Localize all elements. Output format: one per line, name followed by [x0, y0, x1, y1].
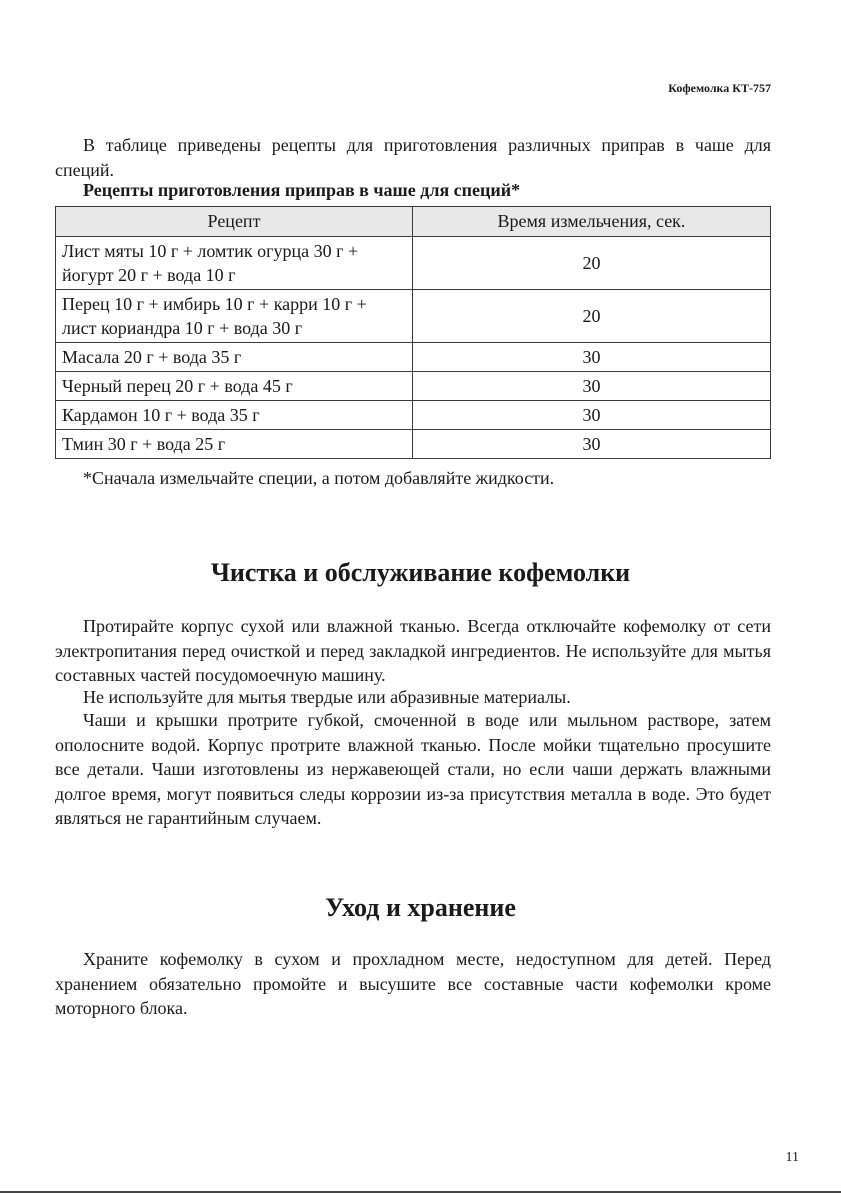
time-cell: 20	[413, 290, 771, 343]
table-row	[56, 372, 771, 401]
column-header-time: Время измельчения, сек.	[413, 207, 771, 237]
recipe-line: Лист мяты 10 г + ломтик огурца 30 г +	[62, 241, 359, 261]
recipe-cell: Тмин 30 г + вода 25 г	[56, 430, 413, 459]
table-row	[56, 401, 771, 430]
time-cell: 30	[413, 343, 771, 372]
recipe-line: йогурт 20 г + вода 10 г	[62, 265, 236, 285]
table-row	[56, 343, 771, 372]
table-row	[56, 430, 771, 459]
section-title-storage: Уход и хранение	[325, 893, 516, 922]
storage-paragraph: Храните кофемолку в сухом и прохладном месте, недоступном для детей. Перед хранением обязательно промойте и высушите все составные части кофемолки кроме моторного блока.	[55, 949, 771, 1018]
table-footnote: *Сначала измельчайте специи, а потом добавляйте жидкости.	[83, 468, 555, 488]
recipe-cell: Черный перец 20 г + вода 45 г	[56, 372, 413, 401]
recipe-cell: Масала 20 г + вода 35 г	[56, 343, 413, 372]
time-cell: 20	[413, 237, 771, 290]
recipe-cell	[56, 290, 413, 343]
page-number: 11	[785, 1150, 799, 1165]
recipes-table	[55, 206, 771, 459]
page-header: Кофемолка КТ-757	[668, 81, 771, 95]
time-cell: 30	[413, 401, 771, 430]
recipe-cell: Кардамон 10 г + вода 35 г	[56, 401, 413, 430]
time-cell: 30	[413, 372, 771, 401]
cleaning-paragraph-1: Протирайте корпус сухой или влажной тканью. Всегда отключайте кофемолку от сети электропитания перед очисткой и перед закладкой ингредиентов. Не используйте для мытья составных частей посудомоечную машину.	[55, 616, 771, 685]
recipe-cell	[56, 237, 413, 290]
cleaning-paragraph-2: Не используйте для мытья твердые или абразивные материалы.	[83, 687, 571, 707]
table-row	[56, 290, 771, 343]
time-cell: 30	[413, 430, 771, 459]
table-header-row	[56, 207, 771, 237]
recipe-line: Перец 10 г + имбирь 10 г + карри 10 г +	[62, 294, 367, 314]
column-header-recipe: Рецепт	[56, 207, 413, 237]
table-row	[56, 237, 771, 290]
intro-paragraph: В таблице приведены рецепты для приготовления различных приправ в чаше для специй.	[55, 135, 771, 180]
table-title: Рецепты приготовления приправ в чаше для специй*	[83, 180, 521, 200]
recipe-line: лист кориандра 10 г + вода 30 г	[62, 318, 303, 338]
section-title-cleaning: Чистка и обслуживание кофемолки	[210, 558, 631, 587]
cleaning-paragraph-3: Чаши и крышки протрите губкой, смоченной в воде или мыльном растворе, затем ополосните водой. Корпус протрите влажной тканью. После мойки тщательно просушите все детали. Чаши изготовлены из нержавеющей стали, но если чаши держать влажными долгое время, могут появиться следы коррозии из-за присутствия металла в воде. Это будет являться не гарантийным случаем.	[55, 710, 771, 828]
